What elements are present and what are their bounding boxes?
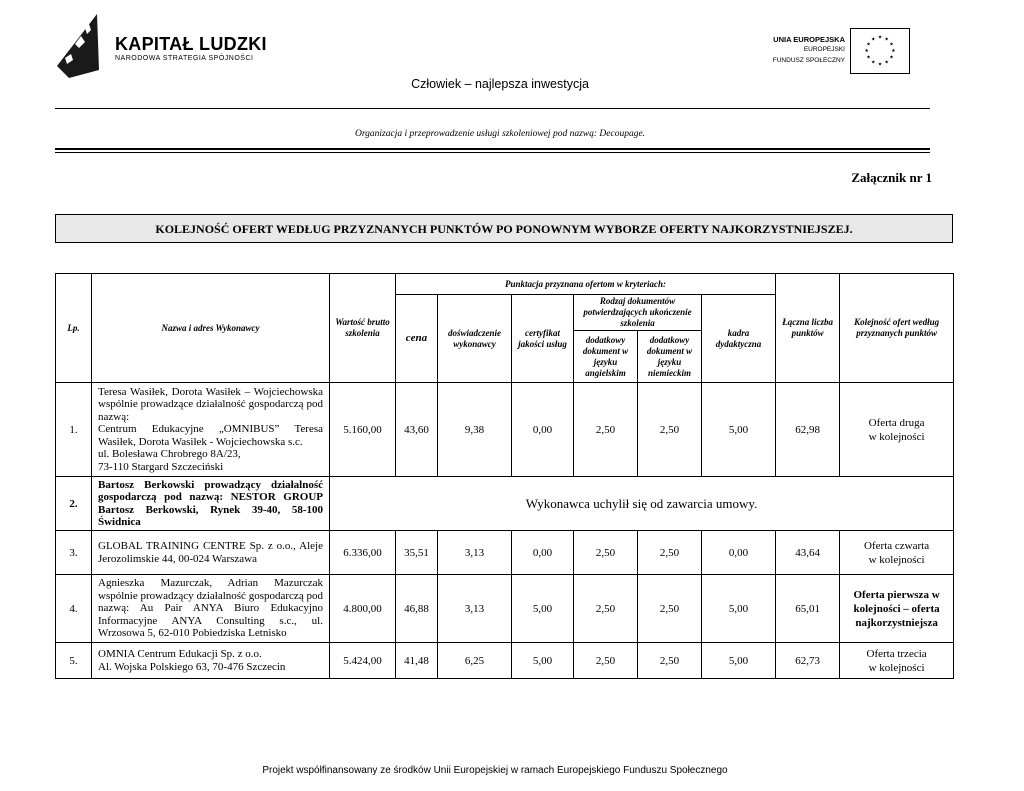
row-total: 62,73 xyxy=(776,643,840,679)
ue-text-line2: EUROPEJSKI xyxy=(803,46,845,53)
svg-text:★: ★ xyxy=(889,42,894,48)
row-contractor: Agnieszka Mazurczak, Adrian Mazurczak wspólnie prowadzący działalność gospodarczą pod nazwą: Au Pair ANYA Biuro Edukacyjno Informacyjne ANYA Consulting s.c., ul. Wrzosowa 5, 62-010 Pobiedziska Letnisko xyxy=(92,575,330,643)
svg-text:★: ★ xyxy=(884,37,889,43)
row-cena: 46,88 xyxy=(396,575,438,643)
eu-flag-icon xyxy=(850,28,910,74)
header-divider xyxy=(55,108,930,109)
row-cert: 0,00 xyxy=(512,531,574,575)
row-cert: 5,00 xyxy=(512,575,574,643)
row-doc-de: 2,50 xyxy=(638,575,702,643)
row-lp: 5. xyxy=(56,643,92,679)
header-docs: Rodzaj dokumentów potwierdzających ukończenie szkolenia xyxy=(574,295,702,331)
table-row xyxy=(56,383,954,477)
subtitle-divider-thin xyxy=(55,152,930,153)
row-note: Wykonawca uchylił się od zawarcia umowy. xyxy=(330,477,954,531)
header-name: Nazwa i adres Wykonawcy xyxy=(92,274,330,383)
row-contractor: Bartosz Berkowski prowadzący działalność gospodarczą pod nazwą: NESTOR GROUP Bartosz Berkowski, Rynek 39-40, 58-100 Świdnica xyxy=(92,477,330,531)
svg-text:★: ★ xyxy=(871,37,876,43)
header-doc-en: dodatkowy dokument w języku angielskim xyxy=(574,331,638,383)
row-staff: 5,00 xyxy=(702,643,776,679)
svg-text:★: ★ xyxy=(864,48,869,54)
row-lp: 2. xyxy=(56,477,92,531)
header-staff: kadra dydaktyczna xyxy=(702,295,776,383)
row-total: 65,01 xyxy=(776,575,840,643)
svg-text:★: ★ xyxy=(866,55,871,61)
svg-text:★: ★ xyxy=(877,62,883,68)
row-doc-en: 2,50 xyxy=(574,383,638,477)
row-staff: 5,00 xyxy=(702,383,776,477)
row-experience: 3,13 xyxy=(438,575,512,643)
row-contractor: OMNIA Centrum Edukacji Sp. z o.o. Al. Wojska Polskiego 63, 70-476 Szczecin xyxy=(92,643,330,679)
row-doc-de: 2,50 xyxy=(638,643,702,679)
svg-text:★: ★ xyxy=(889,55,894,61)
row-lp: 3. xyxy=(56,531,92,575)
header-experience: doświadczenie wykonawcy xyxy=(438,295,512,383)
annex-label: Załącznik nr 1 xyxy=(851,170,932,185)
svg-text:★: ★ xyxy=(877,35,883,41)
row-experience: 6,25 xyxy=(438,643,512,679)
logo-subtitle: NARODOWA STRATEGIA SPÓJNOŚCI xyxy=(115,55,254,62)
svg-text:★: ★ xyxy=(891,48,896,54)
table-row xyxy=(56,575,954,643)
row-value: 4.800,00 xyxy=(330,575,396,643)
row-staff: 0,00 xyxy=(702,531,776,575)
row-cena: 35,51 xyxy=(396,531,438,575)
row-order: Oferta pierwsza w kolejności – oferta najkorzystniejsza xyxy=(840,575,954,643)
row-value: 6.336,00 xyxy=(330,531,396,575)
row-cert: 0,00 xyxy=(512,383,574,477)
row-total: 62,98 xyxy=(776,383,840,477)
row-order: Oferta czwarta w kolejności xyxy=(840,531,954,575)
row-order: Oferta druga w kolejności xyxy=(840,383,954,477)
row-doc-de: 2,50 xyxy=(638,531,702,575)
slogan: Człowiek – najlepsza inwestycja xyxy=(411,77,589,91)
table-row xyxy=(56,643,954,679)
header-criteria: Punktacja przyznana ofertom w kryteriach: xyxy=(396,274,776,295)
row-doc-en: 2,50 xyxy=(574,575,638,643)
logo-title: KAPITAŁ LUDZKI xyxy=(115,34,267,54)
results-table xyxy=(55,273,954,679)
row-order: Oferta trzecia w kolejności xyxy=(840,643,954,679)
row-cert: 5,00 xyxy=(512,643,574,679)
row-doc-en: 2,50 xyxy=(574,643,638,679)
row-cena: 43,60 xyxy=(396,383,438,477)
header-total: Łączna liczba punktów xyxy=(776,274,840,383)
row-value: 5.160,00 xyxy=(330,383,396,477)
header-cena: cena xyxy=(396,295,438,383)
row-staff: 5,00 xyxy=(702,575,776,643)
svg-text:★: ★ xyxy=(884,60,889,66)
ue-text-line1: UNIA EUROPEJSKA xyxy=(773,35,845,44)
ue-text-line3: FUNDUSZ SPOŁECZNY xyxy=(772,57,845,64)
row-contractor: Teresa Wasiłek, Dorota Wasiłek – Wojciechowska wspólnie prowadzące działalność gospodarczą pod nazwą: Centrum Edukacyjne „OMNIBUS” Teresa Wasiłek, Dorota Wasiłek - Wojciechowska s.c. ul. Bolesława Chrobrego 8A/23, 73-110 Stargard Szczeciński xyxy=(92,383,330,477)
header-doc-de: dodatkowy dokument w języku niemieckim xyxy=(638,331,702,383)
row-doc-en: 2,50 xyxy=(574,531,638,575)
row-experience: 3,13 xyxy=(438,531,512,575)
header-cert: certyfikat jakości usług xyxy=(512,295,574,383)
row-experience: 9,38 xyxy=(438,383,512,477)
header-order: Kolejność ofert według przyznanych punktów xyxy=(840,274,954,383)
table-row xyxy=(56,531,954,575)
header-value: Wartość brutto szkolenia xyxy=(330,274,396,383)
row-lp: 1. xyxy=(56,383,92,477)
project-subtitle: Organizacja i przeprowadzenie usługi szkoleniowej pod nazwą: Decoupage. xyxy=(354,129,646,139)
svg-text:★: ★ xyxy=(866,42,871,48)
header-lp: Lp. xyxy=(56,274,92,383)
subtitle-divider xyxy=(55,148,930,150)
row-total: 43,64 xyxy=(776,531,840,575)
document-heading: KOLEJNOŚĆ OFERT WEDŁUG PRZYZNANYCH PUNKTÓW PO PONOWNYM WYBORZE OFERTY NAJKORZYSTNIEJSZEJ. xyxy=(55,214,953,243)
row-lp: 4. xyxy=(56,575,92,643)
svg-text:★: ★ xyxy=(871,60,876,66)
row-cena: 41,48 xyxy=(396,643,438,679)
row-doc-de: 2,50 xyxy=(638,383,702,477)
row-contractor: GLOBAL TRAINING CENTRE Sp. z o.o., Aleje Jerozolimskie 44, 00-024 Warszawa xyxy=(92,531,330,575)
row-value: 5.424,00 xyxy=(330,643,396,679)
footer-text: Projekt współfinansowany ze środków Unii Europejskiej w ramach Europejskiego Funduszu Społecznego xyxy=(262,765,728,776)
table-row xyxy=(56,477,954,531)
